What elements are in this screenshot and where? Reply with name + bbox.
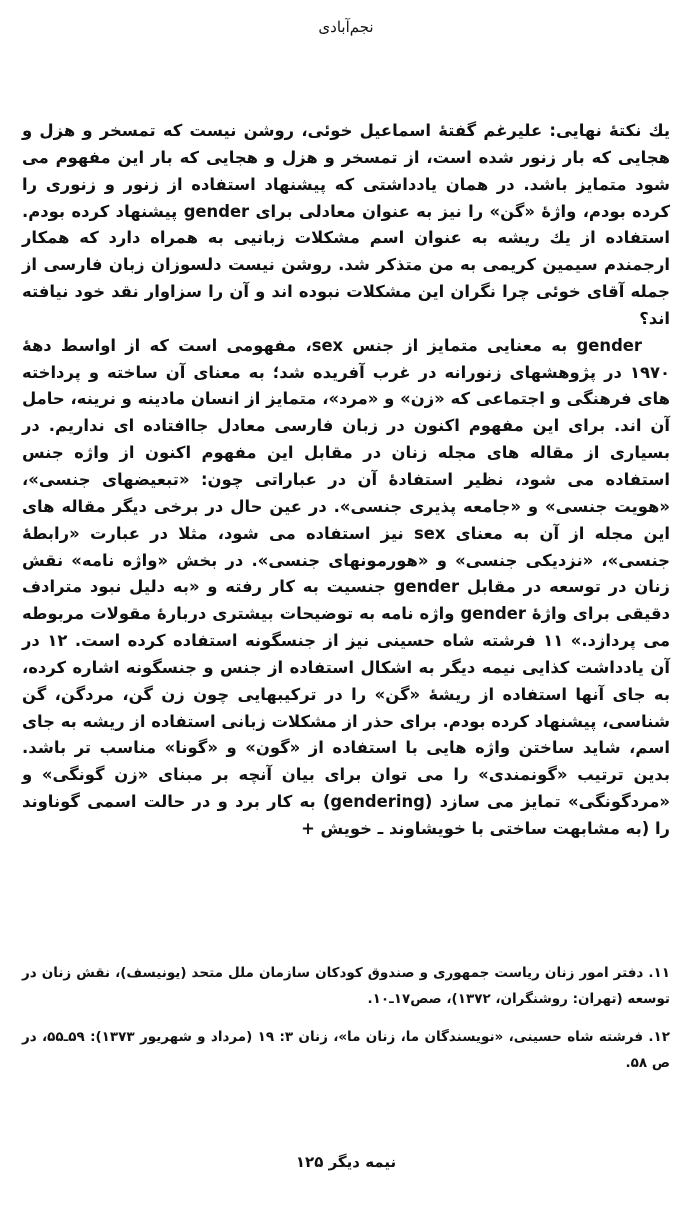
paragraph: يك نكتهٔ نهايی: عليرغم گفتهٔ اسماعيل خوئی، روشن نيست كه تمسخر و هزل و هجايی كه بار زنور شده است، از تمسخر و هزل و هجايی كه بار اين مفهوم می شود متمايز باشد. در همان يادداشتی كه پيشنهاد استفاده از زنور و زنوری را كرده بودم، واژهٔ «گن» را نيز به عنوان معادلی برای gender پيشنهاد كرده بودم. استفاده از يك ريشه به عنوان اسم مشكلات زبانيی به همراه دارد كه همكار ارجمندم سيمين كريمی به من متذكر شد. روشن نيست دلسوزان زبان فارسی از جمله آقای خوئی چرا نگران اين مشكلات نبوده اند و آن را سزاوار نقد خود نيافته اند؟ <box>22 121 670 328</box>
running-header: نجم‌آبادی <box>318 18 374 36</box>
footnotes <box>22 960 670 1088</box>
body-text <box>22 118 670 843</box>
page-footer: نيمه ديگر ۱۲۵ <box>295 1153 397 1171</box>
footnote: ۱۲. فرشته شاه حسينی، «نويسندگان ما، زنان ما»، زنان ۳: ۱۹ (مرداد و شهريور ۱۳۷۳): ۵۹ـ۵۵، در ص ۵۸. <box>22 1029 670 1071</box>
paragraph: gender به معنايی متمايز از جنس sex، مفهومی است كه از اواسط دههٔ ۱۹۷۰ در پژوهشهای زنورانه در غرب آفريده شد؛ به معنای آن ساخته و پرداخته های فرهنگی و اجتماعی كه «زن» و «مرد»، متمايز از انسان مادينه و نرينه، حامل آن اند. برای اين مفهوم اكنون در زبان فارسی معادل جاافتاده ای نداريم. در بسياری از مقاله های مجله زنان در مقابل اين مفهوم اكنون از واژه جنس استفاده می شود، نظير استفادهٔ آن در عباراتی چون: «تبعيضهای جنسی»، «هويت جنسی» و «جامعه پذيری جنسی». در عين حال در برخی ديگر مقاله های اين مجله از آن به معنای sex نيز استفاده می شود، مثلا در عبارت «رابطهٔ جنسی»، «نزديكی جنسی» و «هورمونهای جنسی». در بخش «واژه نامه» نقش زنان در توسعه در مقابل gender جنسيت به كار رفته و «به دليل نبود مترادف دقيقی برای واژهٔ gender واژه نامه به توضيحات بيشتری دربارهٔ مقولات مربوطه می پردازد.» ۱۱ فرشته شاه حسينی نيز از جنسگونه استفاده كرده است. ۱۲ در آن يادداشت كذايی نيمه ديگر به اشكال استفاده از جنس و جنسگونه اشاره كرده، به جای آنها استفاده از ريشهٔ «گن» را در تركيبهايی چون زن گن، مردگن، گن شناسی، پيشنهاد كرده بودم. برای حذر از مشكلات زبانی استفاده از ريشه به جای اسم، شايد ساختن واژه هايی با استفاده از «گون» و «گونا» مناسب تر باشد. بدين ترتيب «گونمندی» را می توان برای بيان آنچه بر مبنای «زن گونگی» و «مردگونگی» تمايز می سازد (gendering) به كار برد و در حالت اسمی گوناوند را (به مشابهت ساختی با خويشاوند ـ خويش + <box>22 335 671 838</box>
footnote: ۱۱. دفتر امور زنان رياست جمهوری و صندوق كودكان سازمان ملل متحد (يونيسف)، نقش زنان در توسعه (تهران: روشنگران، ۱۳۷۲)، صص۱۷ـ۱۰. <box>22 965 670 1007</box>
